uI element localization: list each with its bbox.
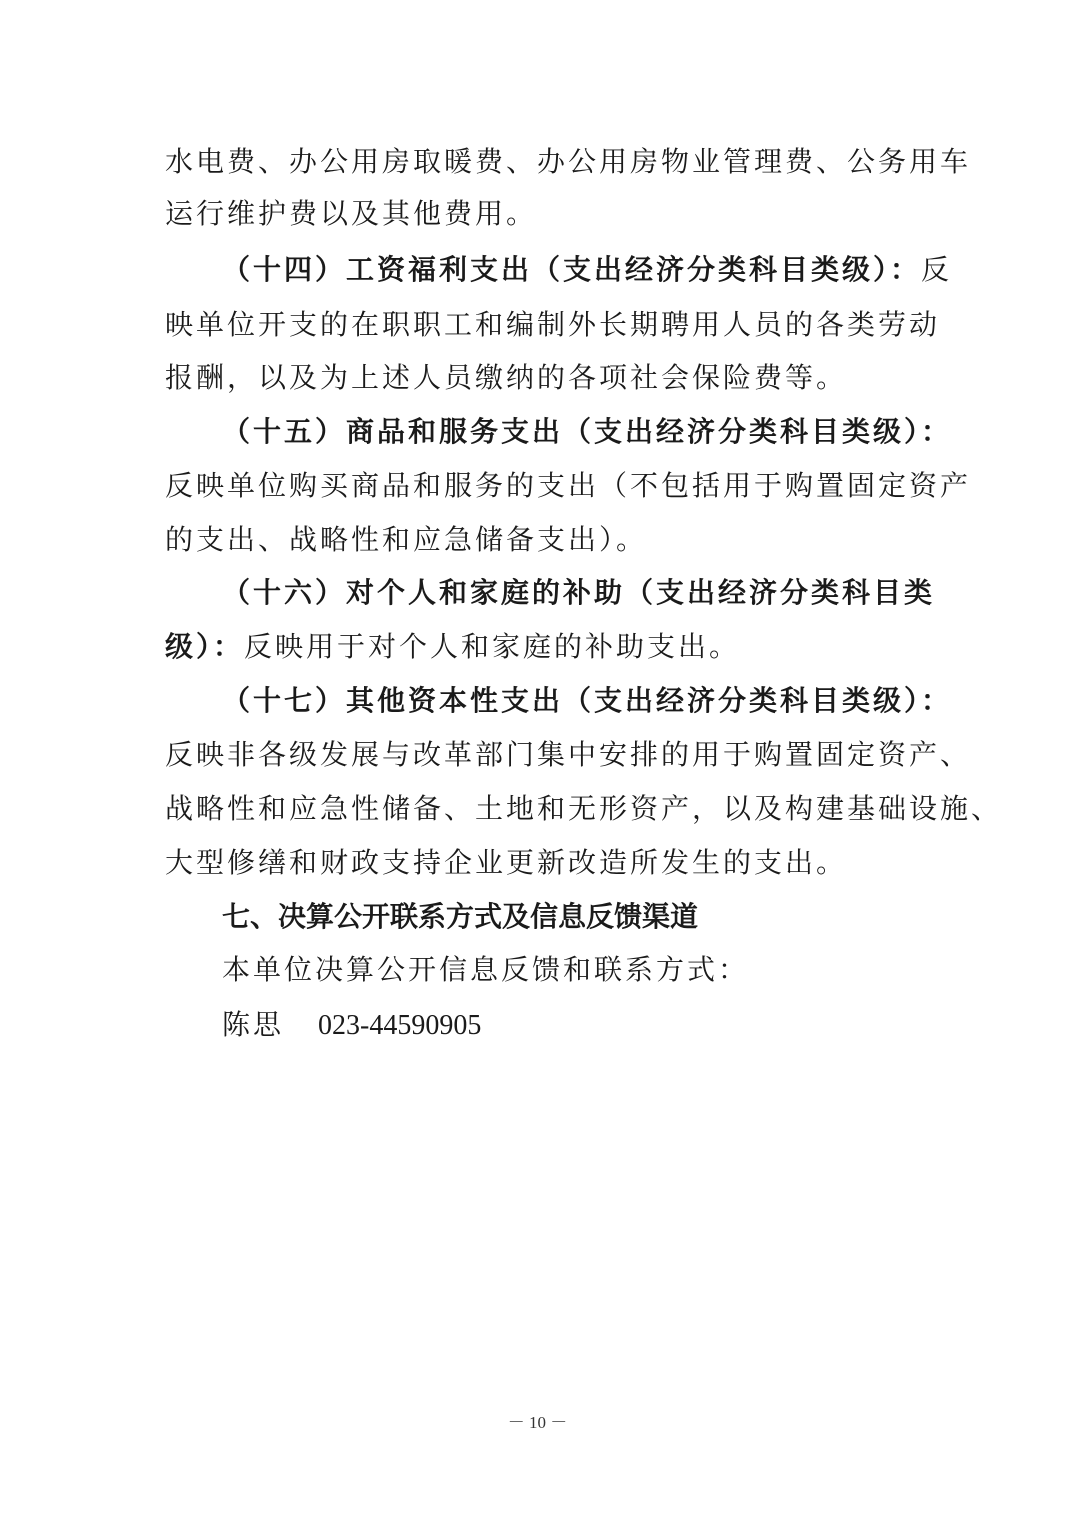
paragraph-text: 反 [921, 253, 953, 286]
section-15-title: （十五）商品和服务支出（支出经济分类科目类级）： [222, 415, 953, 448]
paragraph-line: 大型修缮和财政支持企业更新改造所发生的支出。 [165, 846, 848, 879]
section-16-title: （十六）对个人和家庭的补助（支出经济分类科目类 [222, 576, 936, 609]
paragraph-line: 战略性和应急性储备、土地和无形资产，以及构建基础设施、 [165, 792, 1003, 825]
paragraph-line: 报酬，以及为上述人员缴纳的各项社会保险费等。 [165, 361, 848, 394]
paragraph-line: 水电费、办公用房取暖费、办公用房物业管理费、公务用车 [165, 145, 972, 178]
paragraph-line: 的支出、战略性和应急储备支出）。 [165, 523, 648, 556]
section-17-title: （十七）其他资本性支出（支出经济分类科目类级）： [222, 684, 953, 717]
paragraph-line: 运行维护费以及其他费用。 [165, 197, 538, 230]
contact-name: 陈思 [222, 1008, 285, 1041]
contact-intro: 本单位决算公开信息反馈和联系方式： [222, 953, 750, 986]
paragraph-line: 映单位开支的在职职工和编制外长期聘用人员的各类劳动 [165, 308, 941, 341]
contact-line [222, 1005, 982, 1045]
paragraph-line: 反映非各级发展与改革部门集中安排的用于购置固定资产、 [165, 738, 972, 771]
page-number: － 10 － [507, 1413, 568, 1432]
section-16-second-line [165, 627, 925, 667]
paragraph-text: 反映用于对个人和家庭的补助支出。 [244, 630, 741, 663]
section-14-title: （十四）工资福利支出（支出经济分类科目类级）： [222, 253, 922, 286]
paragraph-line: 反映单位购买商品和服务的支出（不包括用于购置固定资产 [165, 469, 972, 502]
section-16-title-cont: 级）： [165, 630, 245, 663]
contact-phone: 023-44590905 [318, 1010, 482, 1041]
section-7-heading: 七、决算公开联系方式及信息反馈渠道 [222, 900, 699, 933]
section-14-first-line [222, 250, 982, 290]
